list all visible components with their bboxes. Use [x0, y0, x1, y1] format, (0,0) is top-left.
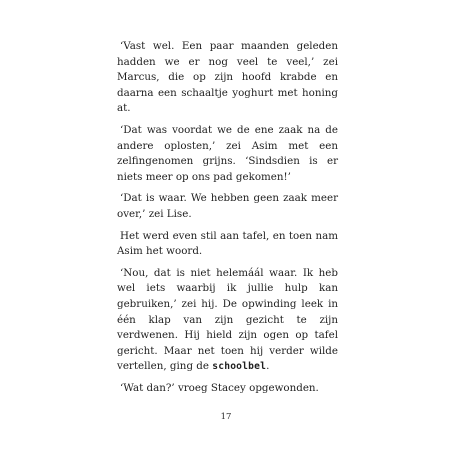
page-number: 17 — [220, 412, 232, 422]
paragraph-5 — [117, 266, 338, 375]
paragraph-4: Het werd even stil aan tafel, en toen nam Asim het woord. — [117, 229, 338, 258]
paragraph-3: ‘Dat is waar. We hebben geen zaak meer over,’ zei Lise. — [117, 192, 338, 220]
paragraph-5-text-before: ‘Nou, dat is niet helemáál waar. Ik heb wel iets waarbij ik jullie hulp kan gebruiken,’ zei hij. De opwinding leek in één klap van zijn gezicht te zijn verdwenen. Hij hield zijn ogen op tafel gericht. Maar net toen hij verder wilde vertellen, ging de — [117, 266, 338, 373]
paragraph-2: ‘Dat was voordat we de ene zaak na de andere oplosten,’ zei Asim met een zelfingenomen grijns. ‘Sindsdien is er niets meer op ons pad gekomen!’ — [117, 123, 338, 183]
paragraph-6: ‘Wat dan?’ vroeg Stacey opgewonden. — [120, 381, 319, 394]
paragraph-1: ‘Vast wel. Een paar maanden geleden hadden we er nog veel te veel,’ zei Marcus, die op zijn hoofd krabde en daarna een schaaltje yoghurt met honing at. — [117, 40, 338, 115]
schoolbel-emphasis: schoolbel — [212, 361, 267, 373]
body-text — [117, 39, 338, 402]
paragraph-5-text-after: . — [266, 360, 270, 373]
